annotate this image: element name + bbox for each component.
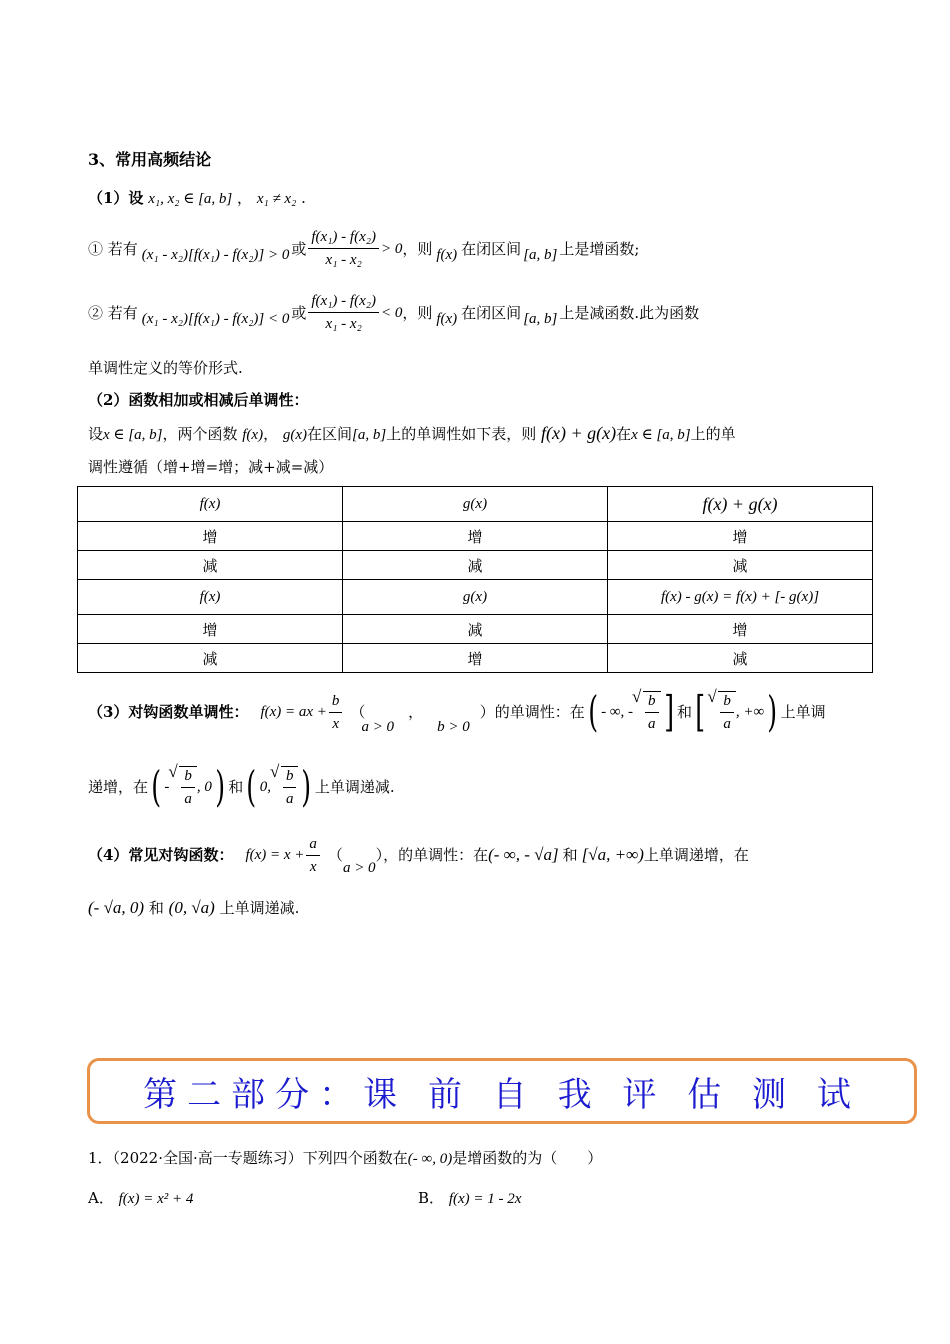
q1-stem-interval: (- ∞, 0) xyxy=(407,1151,453,1167)
p2-b: ，两个函数 xyxy=(162,425,238,443)
q1-stem-a: 1．（2022·全国·高一专题练习）下列四个函数在 xyxy=(88,1149,408,1167)
p2-f: f(x) xyxy=(242,427,264,443)
p2-c: ， xyxy=(263,425,279,443)
r1-denominator: x₁ - x₂ xyxy=(325,252,362,268)
paragraph-1 xyxy=(88,188,306,209)
p3-fraction xyxy=(329,692,343,733)
table-cell: 减 xyxy=(608,644,873,673)
table-cell: g(x) xyxy=(343,580,608,615)
question-1-stem xyxy=(88,1148,602,1169)
p3-sqrt2-num: √ b xyxy=(720,692,734,713)
p3-numerator: b xyxy=(329,692,343,713)
r2-continuation: 单调性定义的等价形式. xyxy=(88,359,243,377)
r1-interval-text: 在闭区间 xyxy=(461,239,522,258)
table-cell: 减 xyxy=(343,615,608,644)
p4-int4: (0, √a) xyxy=(168,898,215,917)
table-row xyxy=(78,615,873,644)
r1-fx: f(x) xyxy=(436,246,458,263)
table-row xyxy=(78,487,873,522)
paragraph-3 xyxy=(88,682,826,742)
p3-sqrt-1 xyxy=(643,691,661,733)
r2-prefix: ② 若有 xyxy=(88,303,138,322)
rule-2 xyxy=(88,292,699,333)
p1-comma: ， xyxy=(237,189,253,207)
p3-bracket-open: [ xyxy=(695,687,706,736)
paragraph-3-cont xyxy=(88,757,395,817)
p2-g2: 上的单 xyxy=(690,425,736,443)
p2-e: 上的单调性如下表，则 xyxy=(386,425,537,443)
p3-sqrt2-den: a xyxy=(723,716,731,732)
p2-g: g(x) xyxy=(282,427,308,443)
paragraph-2 xyxy=(88,423,736,445)
p4-int1: (- ∞, - √a] xyxy=(488,845,559,864)
q1-stem-b: 是增函数的为（ ） xyxy=(452,1149,603,1167)
p4-fraction xyxy=(306,835,320,876)
p3-int3a: - xyxy=(164,779,170,795)
table-cell: g(x) xyxy=(343,487,608,522)
p3-sqrt4-den: a xyxy=(285,791,294,807)
rule-1 xyxy=(88,228,639,269)
r1-or: 或 xyxy=(291,239,307,258)
table-cell: f(x) xyxy=(78,487,343,522)
p3-int3b: , 0 xyxy=(196,779,212,795)
r1-then: ，则 xyxy=(402,239,433,258)
p2-label: （2）函数相加或相减后单调性： xyxy=(88,391,309,409)
p3-denominator: x xyxy=(332,715,339,732)
p4-cond: a > 0 xyxy=(342,860,376,876)
p2-x2: x ∈ [a, b] xyxy=(631,427,691,443)
r2-numerator: f(x₁) - f(x₂) xyxy=(308,292,379,313)
p1-math: x₁, x₂ ∈ [a, b] xyxy=(148,191,233,207)
p4-int3: (- √a, 0) xyxy=(88,898,145,917)
p3-sqrt3-den: a xyxy=(184,791,192,807)
table-cell: 减 xyxy=(78,644,343,673)
table-cell: 增 xyxy=(608,615,873,644)
p1-label: （1）设 xyxy=(88,189,144,207)
r1-math: (x₁ - x₂)[f(x₁) - f(x₂)] > 0 xyxy=(141,246,290,263)
p3-cont1: 递增，在 xyxy=(88,778,149,796)
table-row xyxy=(78,551,873,580)
table-cell: 增 xyxy=(343,644,608,673)
p4-dec: 上单调递减. xyxy=(219,899,300,917)
r2-ab: [a, b] xyxy=(523,310,558,327)
r1-fraction xyxy=(308,228,379,269)
p2-x: x ∈ [a, b] xyxy=(103,427,163,443)
table-cell: 减 xyxy=(78,551,343,580)
p3-cond2: b > 0 xyxy=(437,719,470,735)
p3-dec: 上单调递减. xyxy=(314,778,395,796)
p1-end: . xyxy=(301,189,306,207)
r1-end: 上是增函数; xyxy=(559,239,640,258)
r2-fraction xyxy=(308,292,379,333)
p3-paren-open: ( xyxy=(587,687,598,736)
p2-f2: 在 xyxy=(616,425,632,443)
p3-paren-open-3: ( xyxy=(246,762,257,811)
r1-compare: > 0 xyxy=(380,240,403,257)
p3-close: ）的单调性：在 xyxy=(479,703,585,721)
p3-label: （3）对钩函数单调性： xyxy=(88,703,249,721)
r1-ab: [a, b] xyxy=(523,246,558,263)
p4-inc: 上单调递增，在 xyxy=(643,846,749,864)
p4-label: （4）常见对钩函数： xyxy=(88,846,234,864)
r1-prefix: ① 若有 xyxy=(88,239,138,258)
section-heading: 3、常用高频结论 xyxy=(88,150,212,169)
table-cell: 增 xyxy=(78,615,343,644)
p3-fx: f(x) = ax + xyxy=(260,704,327,720)
r2-end: 上是减函数.此为函数 xyxy=(559,303,700,322)
banner-title: 第二部分：课 前 自 我 评 估 测 试 xyxy=(143,1074,861,1115)
q1-option-a-label: A． xyxy=(88,1189,114,1207)
q1-option-b-text: f(x) = 1 - 2x xyxy=(448,1191,522,1207)
p3-paren-close-3: ) xyxy=(301,762,312,811)
p3-open: （ xyxy=(350,703,366,721)
q1-option-a-text: f(x) = x² + 4 xyxy=(118,1191,194,1207)
p3-int1a: - ∞, - xyxy=(601,704,634,720)
p3-sqrt1-num: √ b xyxy=(645,692,659,713)
r2-interval-text: 在闭区间 xyxy=(461,303,522,322)
p3-comma: ， xyxy=(408,703,424,721)
p4-numerator: a xyxy=(306,835,320,856)
r2-math: (x₁ - x₂)[f(x₁) - f(x₂)] < 0 xyxy=(141,310,290,327)
r2-compare: < 0 xyxy=(380,304,403,321)
table-cell: 增 xyxy=(343,522,608,551)
paragraph-4 xyxy=(88,830,749,880)
p1-math2: x₁ ≠ x₂ xyxy=(256,191,297,207)
r1-numerator: f(x₁) - f(x₂) xyxy=(308,228,379,249)
p4-open: （ xyxy=(327,846,343,864)
r2-fx: f(x) xyxy=(436,310,458,327)
p4-fx: f(x) = x + xyxy=(245,847,305,863)
p2-d: 在区间 xyxy=(307,425,353,443)
p3-sqrt-3 xyxy=(179,766,197,808)
r2-or: 或 xyxy=(291,303,307,322)
part-two-banner xyxy=(87,1058,917,1124)
monotonicity-table xyxy=(77,486,873,673)
table-row xyxy=(78,644,873,673)
p4-close: ），的单调性：在 xyxy=(375,846,489,864)
p2-ab: [a, b] xyxy=(352,427,387,443)
p3-sqrt3-num: √ b xyxy=(181,767,195,788)
question-1-option-a[interactable] xyxy=(88,1188,193,1209)
p3-int2b: , +∞ xyxy=(735,704,765,720)
table-cell: f(x) + g(x) xyxy=(608,487,873,522)
question-1-option-b[interactable] xyxy=(418,1188,521,1209)
p2-fg: f(x) + g(x) xyxy=(541,423,617,443)
table-cell: 增 xyxy=(608,522,873,551)
q1-option-b-label: B． xyxy=(418,1189,445,1207)
p3-and: 和 xyxy=(676,703,692,721)
p2-continuation: 调性遵循（增+增=增；减+减=减） xyxy=(88,458,334,476)
p3-paren-close-2: ) xyxy=(215,762,226,811)
table-cell: f(x) xyxy=(78,580,343,615)
p3-paren-open-2: ( xyxy=(151,762,162,811)
paragraph-4-cont xyxy=(88,898,299,918)
p3-paren-close: ) xyxy=(767,687,778,736)
r2-then: ，则 xyxy=(402,303,433,322)
table-cell: 减 xyxy=(343,551,608,580)
p2-a: 设 xyxy=(88,425,104,443)
p3-sqrt4-num: √ b xyxy=(283,767,297,788)
table-cell: f(x) - g(x) = f(x) + [- g(x)] xyxy=(608,580,873,615)
table-row xyxy=(78,580,873,615)
p4-denominator: x xyxy=(309,858,317,875)
p3-sqrt-2 xyxy=(718,691,736,733)
p3-int4a: 0, xyxy=(259,779,271,795)
table-cell: 减 xyxy=(608,551,873,580)
p4-and: 和 xyxy=(562,846,578,864)
p3-sqrt-4 xyxy=(281,766,299,808)
p3-cond1: a > 0 xyxy=(361,719,395,735)
r2-denominator: x₁ - x₂ xyxy=(325,316,362,332)
p3-sqrt1-den: a xyxy=(648,716,656,732)
table-row xyxy=(78,522,873,551)
p3-and2: 和 xyxy=(228,778,244,796)
p4-int2: [√a, +∞) xyxy=(581,845,644,864)
table-cell: 增 xyxy=(78,522,343,551)
p3-inc: 上单调 xyxy=(780,703,826,721)
p4-and2: 和 xyxy=(148,899,164,917)
p3-bracket-close: ] xyxy=(663,687,674,736)
